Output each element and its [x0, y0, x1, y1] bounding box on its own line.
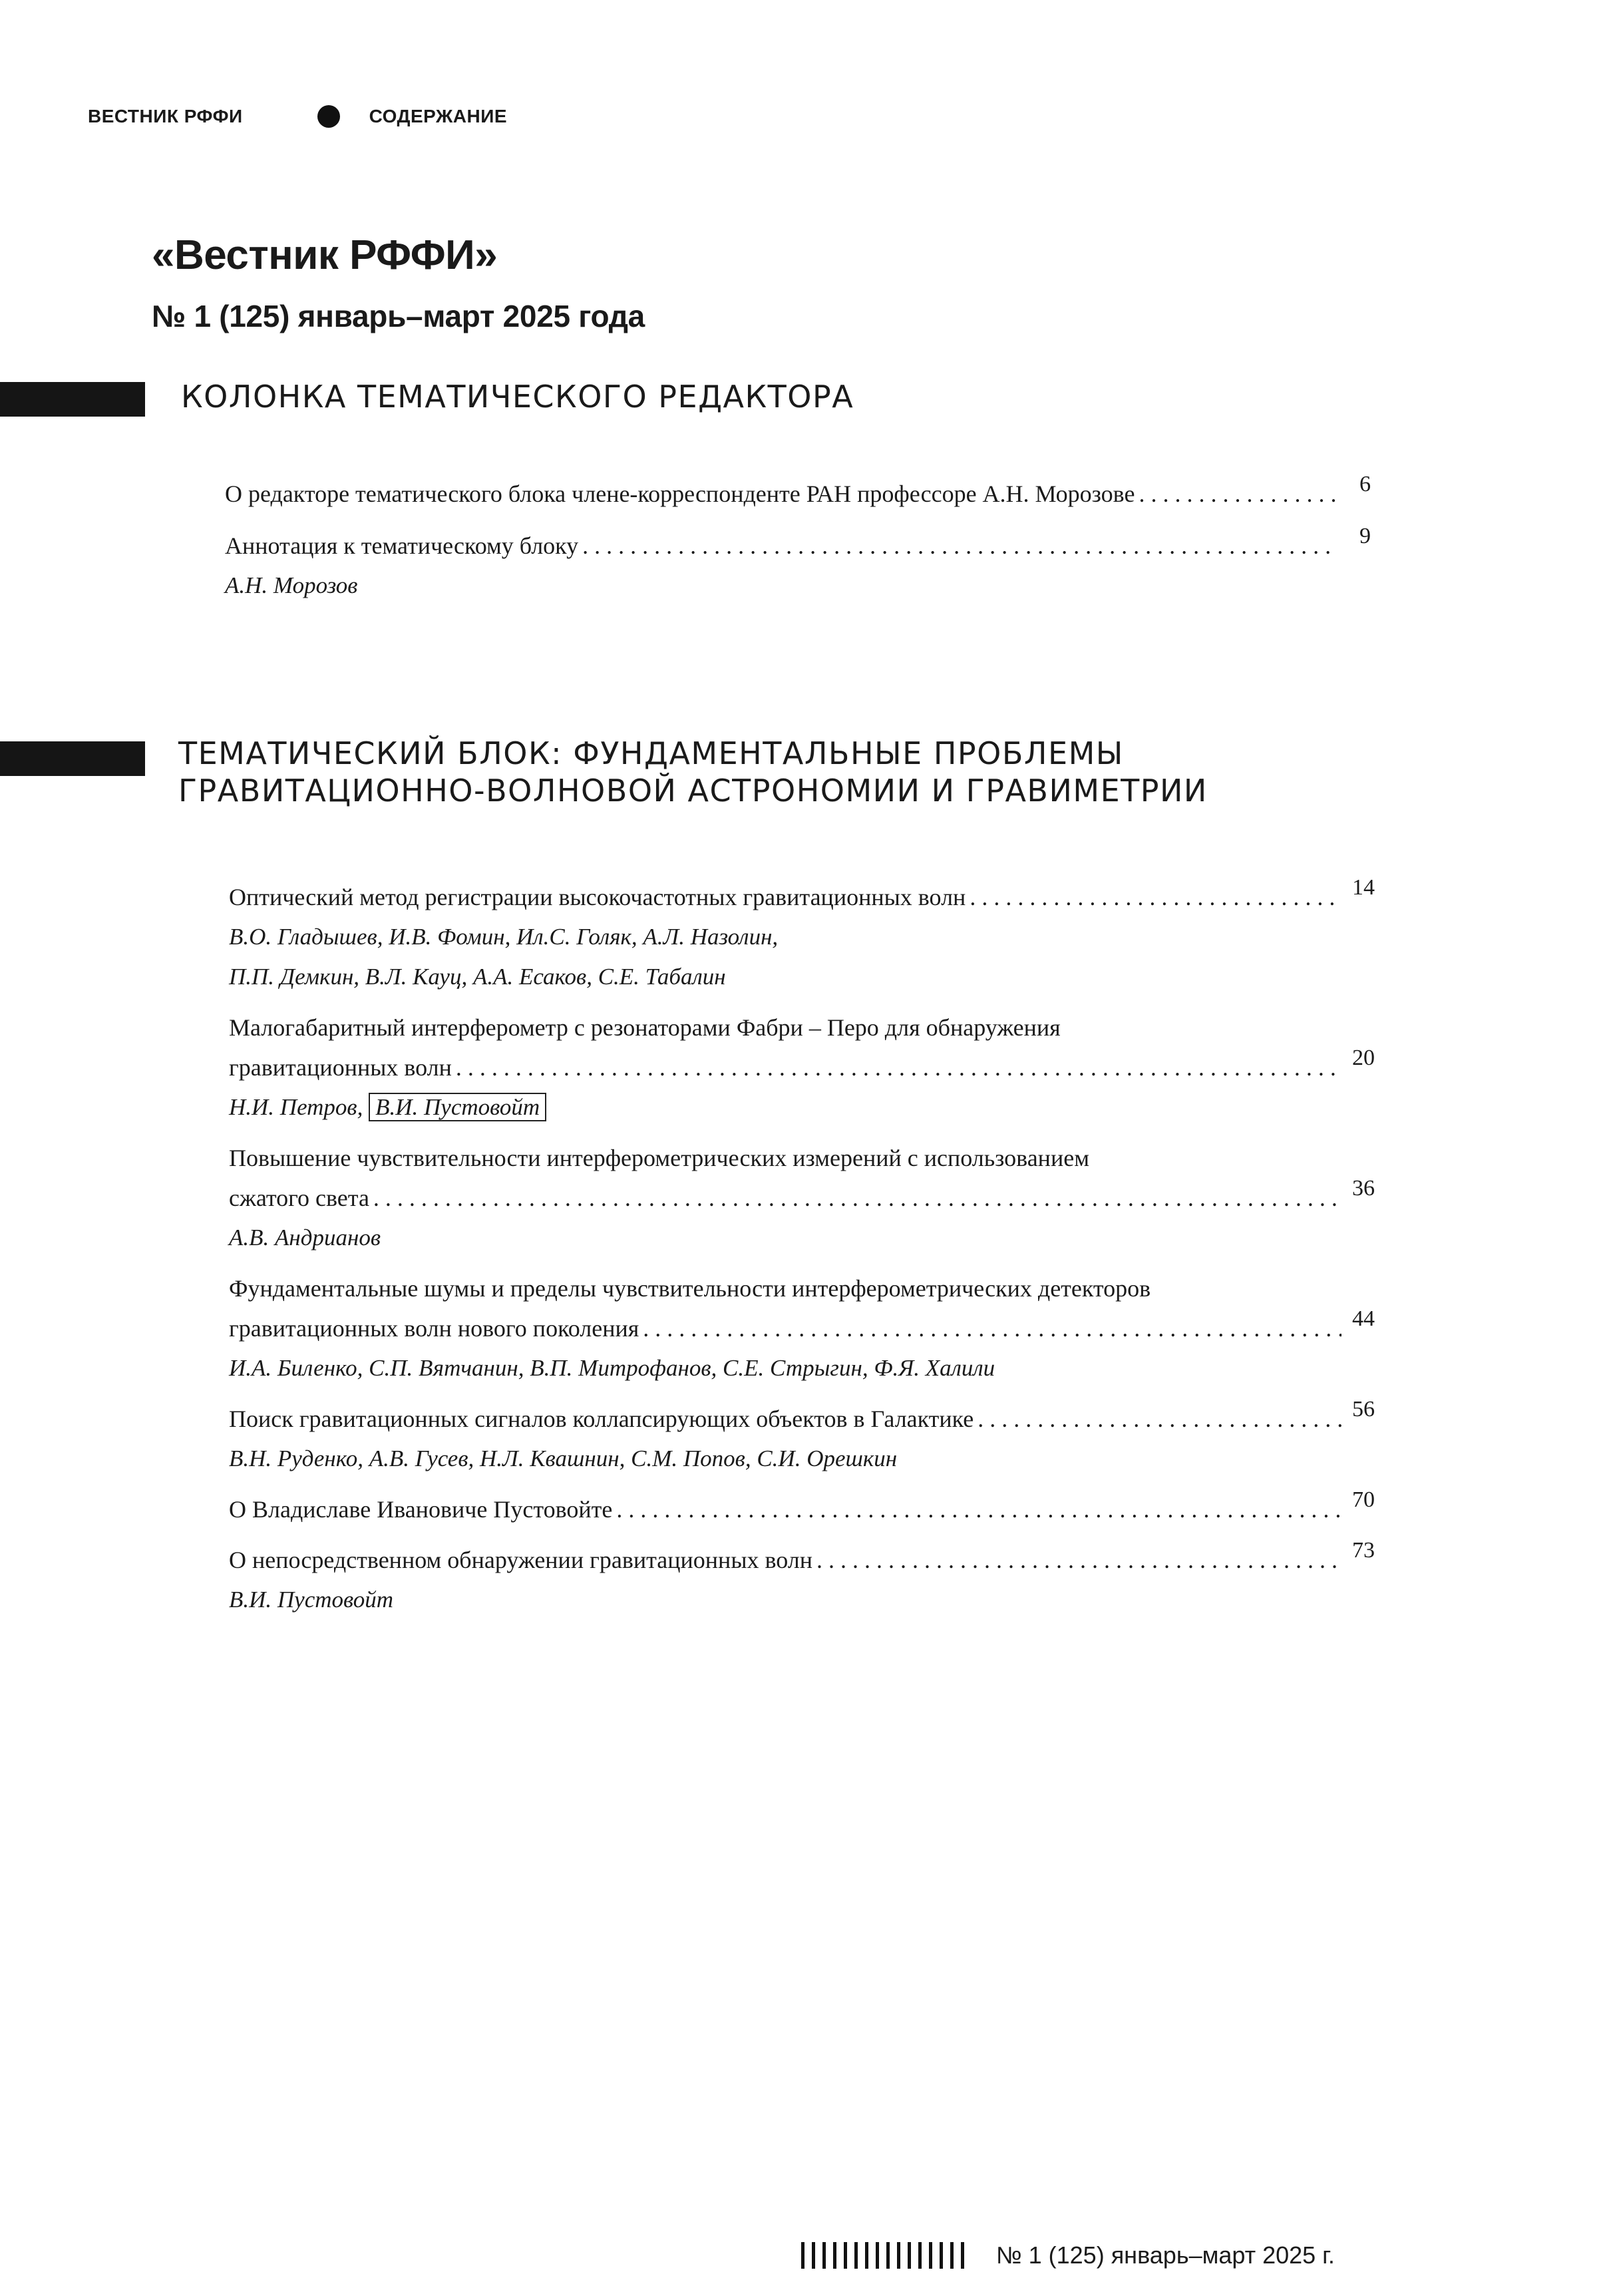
tick-mark — [918, 2242, 922, 2269]
toc-entry[interactable] — [229, 1489, 1375, 1529]
entry-authors: П.П. Демкин, В.Л. Кауц, А.А. Есаков, С.Е. Табалин — [229, 964, 726, 990]
toc-entry[interactable] — [229, 1399, 1375, 1479]
page-number: 56 — [1352, 1397, 1375, 1422]
section-title-line: КОЛОНКА ТЕМАТИЧЕСКОГО РЕДАКТОРА — [181, 379, 854, 415]
tick-mark — [886, 2242, 890, 2269]
leader-dots — [970, 877, 1341, 917]
leader-dots — [616, 1489, 1341, 1529]
page-number: 20 — [1352, 1046, 1375, 1070]
leader-dots — [978, 1399, 1341, 1439]
leader-dots — [456, 1048, 1341, 1087]
bullet-dot-icon — [317, 105, 340, 128]
toc-entry[interactable] — [229, 1138, 1375, 1258]
tick-mark — [822, 2242, 826, 2269]
section-bar — [0, 382, 145, 417]
entry-authors: В.И. Пустовойт — [229, 1587, 394, 1613]
entry-title: Повышение чувствительности интерферометрических измерений с использованием — [229, 1145, 1089, 1171]
tick-mark — [876, 2242, 879, 2269]
entry-title: О Владиславе Ивановиче Пустовойте — [229, 1496, 613, 1523]
entry-authors: А.Н. Морозов — [225, 572, 358, 598]
entry-title: Поиск гравитационных сигналов коллапсирующих объектов в Галактике — [229, 1406, 974, 1432]
page-number: 9 — [1359, 524, 1371, 548]
leader-dots — [582, 526, 1338, 566]
section-bar — [0, 741, 145, 776]
page-number: 70 — [1352, 1487, 1375, 1512]
toc-entry[interactable] — [225, 526, 1371, 606]
leader-dots — [816, 1540, 1341, 1580]
running-header — [88, 105, 507, 128]
running-header-journal: ВЕСТНИК РФФИ — [88, 106, 243, 126]
tick-mark — [897, 2242, 900, 2269]
tick-mark — [961, 2242, 964, 2269]
footer-tick-marks — [801, 2242, 964, 2269]
tick-mark — [950, 2242, 954, 2269]
page-number: 14 — [1352, 875, 1375, 900]
running-header-section: СОДЕРЖАНИЕ — [369, 106, 508, 126]
author-name-boxed: В.И. Пустовойт — [369, 1093, 546, 1121]
tick-mark — [865, 2242, 868, 2269]
tick-mark — [854, 2242, 858, 2269]
toc-entry[interactable] — [229, 1268, 1375, 1388]
entry-title: сжатого света — [229, 1185, 369, 1211]
toc-entry[interactable] — [229, 877, 1375, 997]
leader-dots — [373, 1178, 1341, 1218]
toc-entry[interactable] — [229, 1008, 1375, 1127]
tick-mark — [940, 2242, 943, 2269]
entry-title: О непосредственном обнаружении гравитационных волн — [229, 1547, 813, 1573]
tick-mark — [801, 2242, 804, 2269]
toc-section-editor — [225, 474, 1371, 606]
page-number: 44 — [1352, 1306, 1375, 1331]
entry-title: Малогабаритный интерферометр с резонаторами Фабри – Перо для обнаружения — [229, 1014, 1061, 1041]
leader-dots — [1139, 474, 1338, 514]
page-number: 36 — [1352, 1176, 1375, 1201]
toc-section-thematic — [229, 877, 1375, 1620]
toc-entry[interactable] — [229, 1540, 1375, 1620]
page-number: 73 — [1352, 1538, 1375, 1563]
journal-title: «Вестник РФФИ» — [152, 232, 498, 278]
entry-title: Оптический метод регистрации высокочастотных гравитационных волн — [229, 884, 966, 910]
leader-dots — [643, 1308, 1341, 1348]
section-title-line: ГРАВИТАЦИОННО-ВОЛНОВОЙ АСТРОНОМИИ И ГРАВИМЕТРИИ — [178, 773, 1208, 809]
entry-authors: И.А. Биленко, С.П. Вятчанин, В.П. Митрофанов, С.Е. Стрыгин, Ф.Я. Халили — [229, 1355, 995, 1381]
section-title-thematic-block — [178, 735, 1208, 809]
entry-title: Аннотация к тематическому блоку — [225, 532, 579, 559]
tick-mark — [908, 2242, 911, 2269]
tick-mark — [812, 2242, 815, 2269]
footer-issue: № 1 (125) январь–март 2025 г. — [996, 2241, 1335, 2269]
tick-mark — [844, 2242, 847, 2269]
entry-title: Фундаментальные шумы и пределы чувствительности интерферометрических детекторов — [229, 1275, 1151, 1302]
entry-title: гравитационных волн нового поколения — [229, 1315, 639, 1342]
tick-mark — [833, 2242, 836, 2269]
page-footer — [801, 2241, 1335, 2269]
author-name: Н.И. Петров, — [229, 1094, 369, 1120]
entry-title: О редакторе тематического блока члене-корреспонденте РАН профессоре А.Н. Морозове — [225, 480, 1135, 507]
section-title-editor — [181, 378, 854, 415]
entry-authors: А.В. Андрианов — [229, 1225, 381, 1250]
section-title-line: ТЕМАТИЧЕСКИЙ БЛОК: ФУНДАМЕНТАЛЬНЫЕ ПРОБЛЕМЫ — [178, 735, 1124, 771]
page-number: 6 — [1359, 472, 1371, 496]
entry-title: гравитационных волн — [229, 1054, 452, 1081]
toc-entry[interactable] — [225, 474, 1371, 514]
entry-authors: В.Н. Руденко, А.В. Гусев, Н.Л. Квашнин, С.М. Попов, С.И. Орешкин — [229, 1445, 898, 1471]
tick-mark — [929, 2242, 932, 2269]
issue-line: № 1 (125) январь–март 2025 года — [152, 299, 645, 333]
entry-authors — [229, 1087, 1375, 1127]
entry-authors: В.О. Гладышев, И.В. Фомин, Ил.С. Голяк, А.Л. Назолин, — [229, 924, 779, 950]
